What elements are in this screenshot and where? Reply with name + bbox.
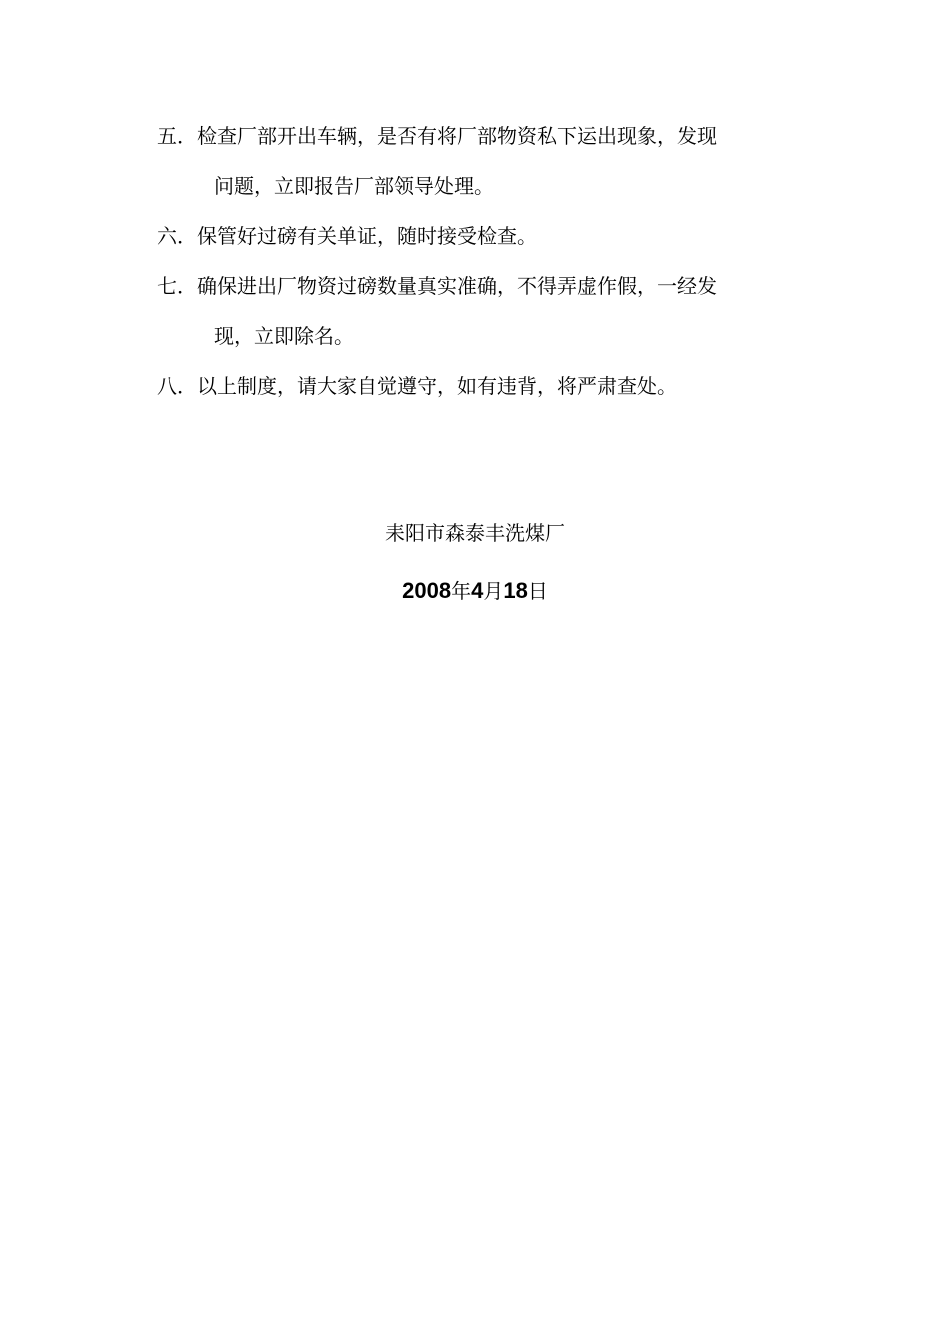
date-day-unit: 日 bbox=[527, 579, 548, 603]
rule-item-8: 八．以上制度，请大家自觉遵守，如有违背，将严肃查处。 bbox=[157, 374, 677, 398]
date-month: 4 bbox=[471, 578, 484, 603]
rule-item-5-continuation: 问题，立即报告厂部领导处理。 bbox=[214, 174, 494, 198]
rule-item-5-line-1: 五．检查厂部开出车辆，是否有将厂部物资私下运出现象，发现 bbox=[157, 124, 717, 148]
date-year: 2008 bbox=[402, 578, 452, 603]
date-month-unit: 月 bbox=[483, 579, 504, 603]
rule-item-6: 六．保管好过磅有关单证，随时接受检查。 bbox=[157, 224, 537, 248]
rule-item-7-line-1: 七．确保进出厂物资过磅数量真实准确，不得弄虚作假，一经发 bbox=[157, 274, 717, 298]
signature-company: 耒阳市森泰丰洗煤厂 bbox=[385, 521, 565, 545]
date-year-unit: 年 bbox=[451, 579, 472, 603]
date-day: 18 bbox=[503, 578, 528, 603]
signature-date bbox=[0, 577, 950, 605]
rule-item-7-continuation: 现，立即除名。 bbox=[214, 324, 354, 348]
